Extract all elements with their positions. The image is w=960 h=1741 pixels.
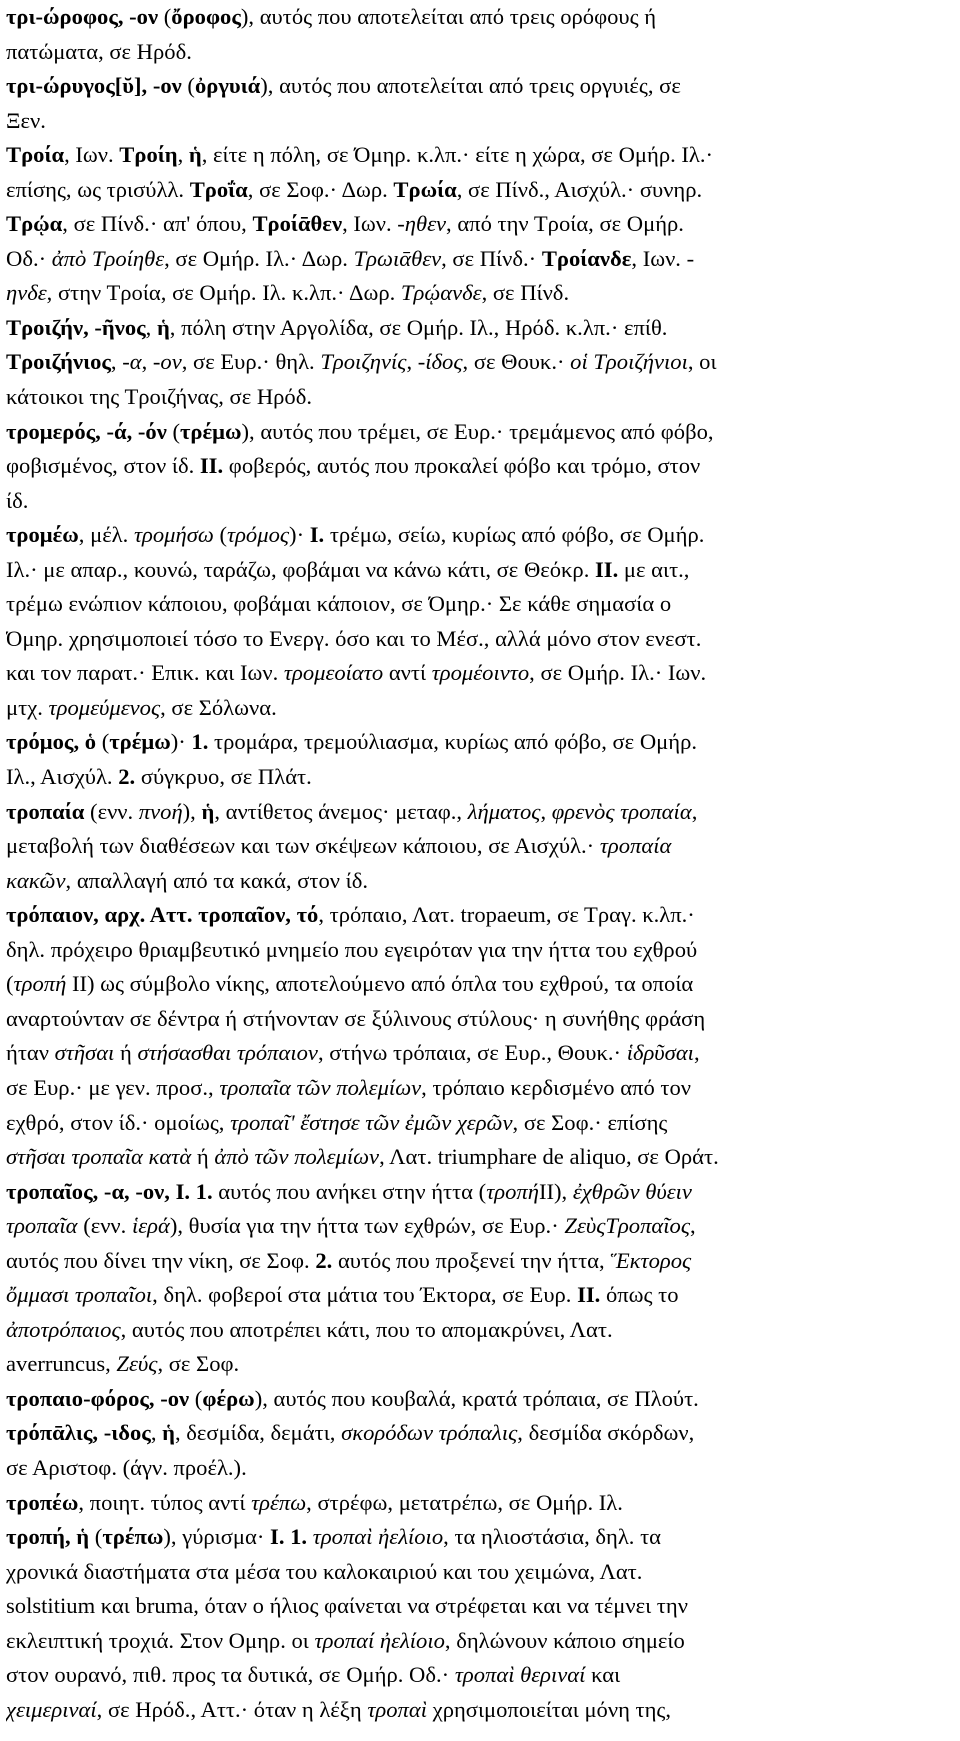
- body-text: ),: [182, 798, 202, 824]
- italic-text: τροπαία: [599, 833, 672, 859]
- body-text: , δηλ. φοβεροί στα μάτια του Έκτορα, σε Ευρ.: [152, 1282, 578, 1308]
- text-line: [6, 553, 942, 588]
- text-line: [6, 1278, 942, 1313]
- italic-text: ηνδε: [6, 280, 47, 306]
- headword-text: τρέμω: [180, 418, 242, 444]
- headword-text: Τροιζήν, -ῆνος: [6, 314, 146, 340]
- headword-text: 2.: [315, 1247, 333, 1273]
- italic-text: λήματος: [467, 798, 541, 824]
- body-text: σύγκρυο, σε Πλάτ.: [135, 764, 312, 790]
- headword-text: 2.: [118, 764, 136, 790]
- text-line: [6, 1209, 942, 1244]
- text-line: [6, 1693, 942, 1728]
- headword-text: ἡ: [188, 142, 202, 168]
- body-text: και: [585, 1662, 621, 1688]
- text-line: [6, 345, 942, 380]
- text-line: [6, 760, 942, 795]
- body-text: (ενν.: [84, 798, 139, 824]
- text-line: [6, 1555, 942, 1590]
- body-text: αναρτούνταν σε δέντρα ή στήνονταν σε ξύλινους στύλους· η συνήθης φράση: [6, 1005, 706, 1031]
- headword-text: ἡ: [201, 798, 215, 824]
- body-text: , στην Τροία, σε Ομήρ. Ιλ. κ.λπ.· Δωρ.: [46, 280, 401, 306]
- italic-text: -α: [122, 349, 142, 375]
- body-text: κάτοικοι της Τροιζήνας, σε Ηρόδ.: [6, 384, 313, 410]
- headword-text: τρόπᾱλις, -ιδος: [6, 1420, 151, 1446]
- italic-text: -ον: [152, 349, 182, 375]
- body-text: αυτός που δίνει την νίκη, σε Σοφ.: [6, 1247, 316, 1273]
- italic-text: ἀπὸ Τροίηθε: [51, 245, 165, 271]
- body-text: ΙΙ) ως σύμβολο νίκης, αποτελούμενο από όπλα του εχθρού, τα οποία: [66, 971, 694, 997]
- body-text: σε Αριστοφ. (άγν. προέλ.).: [6, 1454, 247, 1480]
- italic-text: τροπή: [486, 1178, 539, 1204]
- italic-text: τρομεύμενος: [48, 694, 161, 720]
- body-text: , σε Πίνδ.: [481, 280, 570, 306]
- body-text: (: [89, 1524, 103, 1550]
- headword-text: Τρωία: [393, 176, 457, 202]
- headword-text: I. 1.: [270, 1524, 308, 1550]
- body-text: , δεσμίδα σκόρδων,: [517, 1420, 695, 1446]
- body-text: ,: [177, 142, 189, 168]
- body-text: , απαλλαγή από τα κακά, στον ίδ.: [65, 867, 368, 893]
- italic-text: τρομήσω: [133, 522, 214, 548]
- headword-text: τροπή, ἡ: [6, 1524, 90, 1550]
- body-text: , σε Ομήρ. Ιλ.· Δωρ.: [164, 245, 354, 271]
- text-line: [6, 415, 942, 450]
- body-text: όπως το: [600, 1282, 679, 1308]
- headword-text: II.: [595, 556, 619, 582]
- body-text: , σε Σόλωνα.: [160, 694, 277, 720]
- headword-text: 1.: [191, 729, 209, 755]
- body-text: averruncus,: [6, 1351, 117, 1377]
- headword-text: τρόπαιον, αρχ. Αττ. τροπαῖον, τό: [6, 902, 319, 928]
- italic-text: τροπαῖ' ἔστησε τῶν ἐμῶν χερῶν: [230, 1109, 513, 1135]
- text-line: [6, 1486, 942, 1521]
- body-text: , τρόπαιο κερδισμένο από τον: [421, 1074, 691, 1100]
- body-text: τρέμω ενώπιον κάποιου, φοβάμαι κάποιον, σε Όμηρ.· Σε κάθε σημασία ο: [6, 591, 672, 617]
- italic-text: χειμεριναί: [6, 1696, 97, 1722]
- text-line: [6, 1140, 942, 1175]
- body-text: Ιλ.· με απαρ., κουνώ, ταράζω, φοβάμαι να κάνω κάτι, σε Θεόκρ.: [6, 556, 596, 582]
- text-line: [6, 35, 942, 70]
- headword-text: Τροίᾱθεν: [252, 211, 343, 237]
- body-text: ,: [690, 1213, 696, 1239]
- body-text: Οδ.·: [6, 245, 52, 271]
- headword-text: τρι-ώροφος, -ον: [6, 4, 159, 29]
- italic-text: -ίδος: [417, 349, 463, 375]
- headword-text: ΙΙ.: [199, 453, 224, 479]
- body-text: πατώματα, σε Ηρόδ.: [6, 38, 192, 64]
- body-text: ,: [110, 349, 123, 375]
- body-text: εκλειπτική τροχιά. Στον Ομηρ. οι: [6, 1627, 315, 1653]
- body-text: (: [189, 1385, 203, 1411]
- body-text: , σε Ηρόδ., Αττ.· όταν η λέξη: [96, 1696, 368, 1722]
- italic-text: τροπαὶ ἠελίοιο: [312, 1524, 444, 1550]
- text-line: [6, 1071, 942, 1106]
- text-line: [6, 0, 942, 35]
- body-text: φοβερός, αυτός που προκαλεί φόβο και τρόμο, στον: [223, 453, 701, 479]
- italic-text: ΖεὺςΤροπαῖος: [564, 1213, 691, 1239]
- body-text: Ξεν.: [6, 107, 46, 133]
- body-text: στον ουρανό, πιθ. προς τα δυτικά, σε Ομήρ. Οδ.·: [6, 1662, 455, 1688]
- italic-text: οἱ Τροιζήνιοι: [570, 349, 688, 375]
- body-text: , δηλώνουν κάποιο σημείο: [444, 1627, 685, 1653]
- body-text: (: [181, 73, 195, 99]
- text-line: [6, 1244, 942, 1279]
- body-text: ), γύρισμα·: [163, 1524, 271, 1550]
- headword-text: Τροιζήνιος: [6, 349, 111, 375]
- body-text: ,: [693, 1040, 700, 1066]
- italic-text: τρόμος: [227, 522, 290, 548]
- body-text: ίδ.: [6, 487, 29, 513]
- body-text: )·: [170, 729, 192, 755]
- headword-text: ὀργυιά: [194, 73, 261, 99]
- headword-text: Τροΐα: [189, 176, 248, 202]
- text-line: [6, 898, 942, 933]
- italic-text: στήσασθαι τρόπαιον: [137, 1040, 318, 1066]
- italic-text: ἱδρῦσαι: [626, 1040, 694, 1066]
- body-text: ή: [114, 1040, 138, 1066]
- body-text: ), αυτός που αποτελείται από τρεις οργυιές, σε: [260, 73, 681, 99]
- body-text: , στήνω τρόπαια, σε Ευρ., Θουκ.·: [317, 1040, 627, 1066]
- headword-text: τρομέω: [6, 522, 79, 548]
- body-text: , τρόπαιο, Λατ. tropaeum, σε Τραγ. κ.λπ.·: [318, 902, 695, 928]
- body-text: , σε Σοφ.· επίσης: [512, 1109, 668, 1135]
- italic-text: τροπαὶ: [367, 1696, 428, 1722]
- text-line: [6, 587, 942, 622]
- italic-text: τρομεοίατο: [283, 660, 384, 686]
- body-text: , σε Ομήρ. Ιλ.· Ιων.: [529, 660, 707, 686]
- italic-text: πνοή: [138, 798, 183, 824]
- headword-text: Τροίη: [119, 142, 178, 168]
- italic-text: Τρωιᾱθεν: [353, 245, 442, 271]
- headword-text: φέρω: [202, 1385, 255, 1411]
- headword-text: Τροίανδε: [541, 245, 632, 271]
- italic-text: Ζεύς: [116, 1351, 158, 1377]
- text-line: [6, 207, 942, 242]
- body-text: solstitium και bruma, όταν ο ήλιος φαίνεται να στρέφεται και να τέμνει την: [6, 1593, 688, 1619]
- text-line: [6, 795, 942, 830]
- italic-text: ἀποτρόπαιος: [6, 1316, 121, 1342]
- body-text: τρέμω, σείω, κυρίως από φόβο, σε Ομήρ.: [324, 522, 705, 548]
- italic-text: τροπαῖα τῶν πολεμίων: [219, 1074, 422, 1100]
- italic-text: ἀπὸ τῶν πολεμίων: [214, 1144, 380, 1170]
- body-text: , τα ηλιοστάσια, δηλ. τα: [443, 1524, 661, 1550]
- body-text: χρονικά διαστήματα στα μέσα του καλοκαιριού και του χειμώνα, Λατ.: [6, 1558, 643, 1584]
- text-line: [6, 173, 942, 208]
- text-line: [6, 311, 942, 346]
- body-text: , Ιων.: [342, 211, 398, 237]
- body-text: Όμηρ. χρησιμοποιεί τόσο το Ενεργ. όσο και το Μέσ., αλλά μόνο στον ενεστ.: [6, 625, 702, 651]
- text-line: [6, 276, 942, 311]
- headword-text: Τροία: [6, 142, 65, 168]
- text-line: [6, 1658, 942, 1693]
- body-text: , οι: [687, 349, 717, 375]
- text-line: [6, 1347, 942, 1382]
- body-text: σε Ευρ.· με γεν. προσ.,: [6, 1074, 220, 1100]
- headword-text: τρέμω: [109, 729, 171, 755]
- italic-text: Ἕκτορος: [610, 1247, 692, 1273]
- text-line: [6, 622, 942, 657]
- text-line: [6, 518, 942, 553]
- body-text: αυτός που προξενεί την ήττα,: [332, 1247, 611, 1273]
- body-text: , Ιων.: [64, 142, 120, 168]
- body-text: , Ιων. -: [631, 245, 695, 271]
- body-text: , σε Πίνδ.· απ' όπου,: [62, 211, 253, 237]
- body-text: )·: [289, 522, 310, 548]
- body-text: τρομάρα, τρεμούλιασμα, κυρίως από φόβο, σε Ομήρ.: [208, 729, 697, 755]
- body-text: , σε Ευρ.· θηλ.: [181, 349, 321, 375]
- text-line: [6, 484, 942, 519]
- headword-text: τρομερός, -ά, -όν: [6, 418, 167, 444]
- body-text: ή: [191, 1144, 215, 1170]
- body-text: ήταν: [6, 1040, 55, 1066]
- body-text: Ιλ., Αισχύλ.: [6, 764, 119, 790]
- italic-text: τροπαῖα: [6, 1213, 78, 1239]
- italic-text: τροπαὶ θεριναί: [454, 1662, 586, 1688]
- body-text: με αιτ.,: [618, 556, 690, 582]
- body-text: αντί: [383, 660, 432, 686]
- italic-text: τρέπω: [251, 1489, 307, 1515]
- body-text: ,: [691, 798, 698, 824]
- body-text: , σε Σοφ.: [157, 1351, 240, 1377]
- italic-text: ἐχθρῶν θύειν: [572, 1178, 692, 1204]
- body-text: και τον παρατ.· Επικ. και Ιων.: [6, 660, 284, 686]
- body-text: (: [166, 418, 181, 444]
- headword-text: τροπαιο-φόρος, -ον: [6, 1385, 190, 1411]
- text-line: [6, 380, 942, 415]
- headword-text: τρι-ώρυγος[ῠ], -ον: [6, 73, 182, 99]
- body-text: ,: [406, 349, 418, 375]
- text-line: [6, 449, 942, 484]
- body-text: , σε Σοφ.· Δωρ.: [247, 176, 394, 202]
- body-text: ), θυσία για την ήττα των εχθρών, σε Ευρ.·: [169, 1213, 565, 1239]
- body-text: ,: [145, 314, 157, 340]
- body-text: εχθρό, στον ίδ.· ομοίως,: [6, 1109, 231, 1135]
- body-text: μεταβολή των διαθέσεων και των σκέψεων κάποιου, σε Αισχύλ.·: [6, 833, 600, 859]
- text-line: [6, 933, 942, 968]
- italic-text: ὄμμασι τροπαῖοι: [6, 1282, 153, 1308]
- body-text: χρησιμοποιείται μόνη της,: [427, 1696, 672, 1722]
- text-line: [6, 1175, 942, 1210]
- text-line: [6, 1589, 942, 1624]
- text-line: [6, 1106, 942, 1141]
- italic-text: Τρῴανδε: [400, 280, 482, 306]
- text-line: [6, 1002, 942, 1037]
- headword-text: τρόμος, ὁ: [6, 729, 97, 755]
- italic-text: τροπαί ἠελίοιο: [314, 1627, 445, 1653]
- headword-text: I.: [309, 522, 325, 548]
- body-text: ), αυτός που κουβαλά, κρατά τρόπαια, σε Πλούτ.: [254, 1385, 699, 1411]
- text-line: [6, 1451, 942, 1486]
- headword-text: II.: [577, 1282, 601, 1308]
- headword-text: ἡ: [162, 1420, 175, 1446]
- body-text: (: [6, 971, 14, 997]
- body-text: , μέλ.: [78, 522, 134, 548]
- italic-text: τροπή: [13, 971, 67, 997]
- text-line: [6, 1416, 942, 1451]
- text-line: [6, 1520, 942, 1555]
- text-line: [6, 1624, 942, 1659]
- headword-text: Τρῴα: [6, 211, 63, 237]
- text-line: [6, 1036, 942, 1071]
- headword-text: ὄροφος: [171, 4, 241, 29]
- body-text: ), αυτός που τρέμει, σε Ευρ.· τρεμάμενος από φόβο,: [241, 418, 714, 444]
- italic-text: κακῶν: [6, 867, 66, 893]
- text-line: [6, 1382, 942, 1417]
- italic-text: Τροιζηνίς: [320, 349, 407, 375]
- text-line: [6, 104, 942, 139]
- body-text: (: [213, 522, 227, 548]
- italic-text: ἱερά: [131, 1213, 170, 1239]
- text-line: [6, 725, 942, 760]
- body-text: , σε Πίνδ., Αισχύλ.· συνηρ.: [456, 176, 703, 202]
- body-text: (: [96, 729, 110, 755]
- body-text: , πόλη στην Αργολίδα, σε Ομήρ. Ιλ., Ηρόδ. κ.λπ.· επίθ.: [169, 314, 668, 340]
- body-text: , αντίθετος άνεμος· μεταφ.,: [214, 798, 468, 824]
- body-text: ,: [150, 1420, 163, 1446]
- body-text: μτχ.: [6, 694, 49, 720]
- body-text: , στρέφω, μετατρέπω, σε Ομήρ. Ιλ.: [306, 1489, 623, 1515]
- body-text: φοβισμένος, στον ίδ.: [6, 453, 200, 479]
- text-line: [6, 1313, 942, 1348]
- body-text: , αυτός που αποτρέπει κάτι, που το απομακρύνει, Λατ.: [120, 1316, 613, 1342]
- body-text: , ποιητ. τύπος αντί: [78, 1489, 252, 1515]
- text-line: [6, 864, 942, 899]
- body-text: ,: [141, 349, 153, 375]
- italic-text: φρενὸς τροπαία: [551, 798, 692, 824]
- italic-text: στῆσαι τροπαῖα κατὰ: [6, 1144, 192, 1170]
- body-text: , δεσμίδα, δεμάτι,: [174, 1420, 342, 1446]
- headword-text: τροπαῖος, -α, -ον, I. 1.: [6, 1178, 213, 1204]
- body-text: ΙΙ),: [538, 1178, 573, 1204]
- body-text: , από την Τροία, σε Ομήρ.: [446, 211, 684, 237]
- body-text: δηλ. πρόχειρο θριαμβευτικό μνημείο που εγειρόταν για την ήττα του εχθρού: [6, 936, 698, 962]
- body-text: , σε Πίνδ.·: [441, 245, 542, 271]
- body-text: , Λατ. triumphare de aliquo, σε Οράτ.: [379, 1144, 719, 1170]
- headword-text: τροπαία: [6, 798, 85, 824]
- text-line: [6, 69, 942, 104]
- text-line: [6, 691, 942, 726]
- body-text: , είτε η πόλη, σε Όμηρ. κ.λπ.· είτε η χώρα, σε Ομήρ. Ιλ.·: [201, 142, 714, 168]
- text-line: [6, 829, 942, 864]
- text-line: [6, 656, 942, 691]
- headword-text: ἡ: [156, 314, 170, 340]
- headword-text: τρέπω: [102, 1524, 164, 1550]
- italic-text: στῆσαι: [54, 1040, 115, 1066]
- body-text: επίσης, ως τρισύλλ.: [6, 176, 190, 202]
- body-text: ), αυτός που αποτελείται από τρεις ορόφους ή: [240, 4, 657, 29]
- body-text: αυτός που ανήκει στην ήττα (: [212, 1178, 487, 1204]
- headword-text: τροπέω: [6, 1489, 79, 1515]
- text-line: [6, 138, 942, 173]
- body-text: (ενν.: [77, 1213, 132, 1239]
- body-text: , σε Θουκ.·: [462, 349, 571, 375]
- italic-text: -ηθεν: [397, 211, 447, 237]
- text-line: [6, 967, 942, 1002]
- italic-text: σκορόδων τρόπαλις: [341, 1420, 518, 1446]
- body-text: (: [158, 4, 172, 29]
- italic-text: τρομέοιντο: [431, 660, 530, 686]
- text-line: [6, 242, 942, 277]
- body-text: ,: [540, 798, 552, 824]
